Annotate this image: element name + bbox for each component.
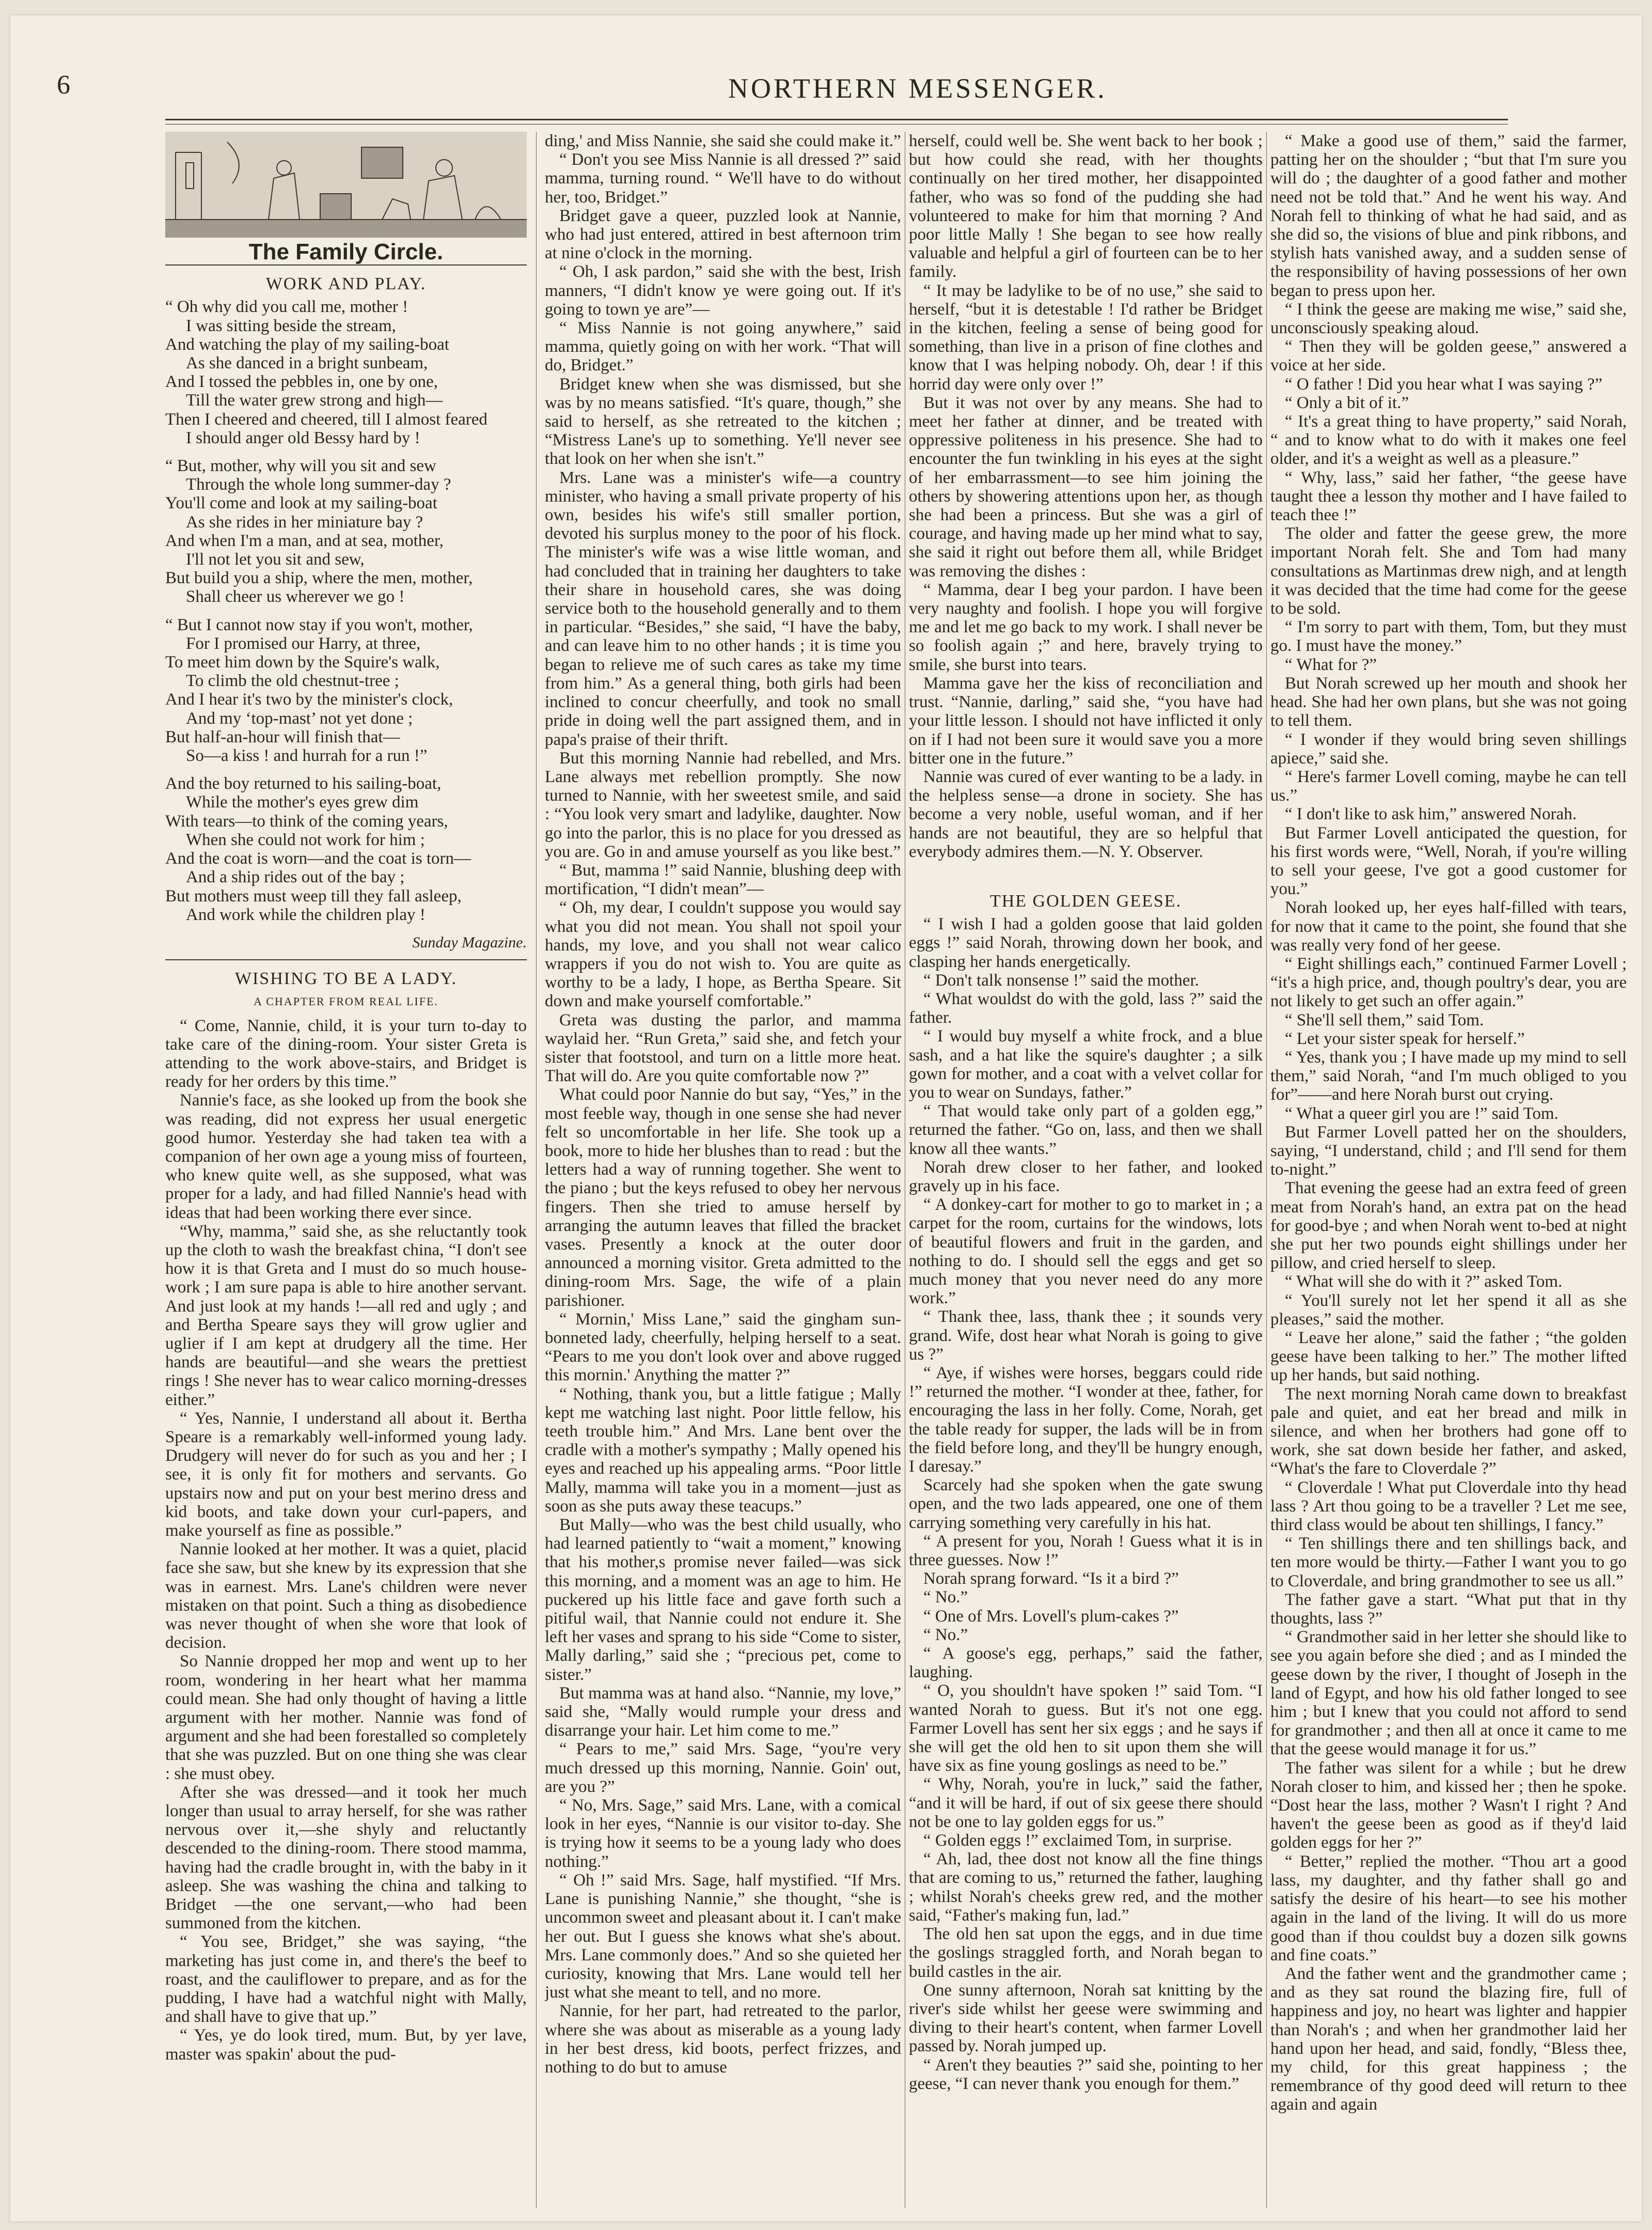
column-divider — [1266, 132, 1267, 2208]
paragraph: “ Eight shillings each,” continued Farmer Lovell ; “it's a high price, and, though poultry's dear, you are not likely to get such an offer again.” — [1270, 954, 1627, 1011]
section-rule — [165, 959, 527, 960]
paragraph: “ One of Mrs. Lovell's plum-cakes ?” — [923, 1607, 1179, 1626]
paragraph: “ Yes, thank you ; I have made up my mind to sell them,” said Norah, “and I'm much obliged to you for”——and here Norah burst out crying. — [1270, 1048, 1627, 1104]
paragraph: “ Leave her alone,” said the father ; “the golden geese have been talking to her.” The mother lifted up her hands, but said nothing. — [1270, 1329, 1627, 1385]
poem-line: To climb the old chestnut-tree ; — [186, 672, 399, 691]
paragraph: But it was not over by any means. She had to meet her father at dinner, and be treated with oppressive politeness in his presence. She had to encounter the fun twinkling in his eyes at the sight of her embarrassment—to see him joining the others by showering attentions upon her, as though she had been a princess. But she was a girl of courage, and having made up her mind what to say, she said it right out before them all, while Bridget was removing the dishes : — [909, 393, 1263, 581]
paragraph: ding,' and Miss Nannie, she said she could make it.” — [545, 132, 901, 150]
paragraph: “ Miss Nannie is not going anywhere,” said mamma, quietly going on with her work. “That will do, Bridget.” — [545, 319, 901, 375]
paragraph: “ But, mamma !” said Nannie, blushing deep with mortification, “I didn't mean”— — [545, 861, 901, 899]
poem-line: And watching the play of my sailing-boat — [165, 335, 449, 354]
paragraph: “ That would take only part of a golden egg,” returned the father. “Go on, lass, and then we shall know all thee wants.” — [909, 1102, 1263, 1158]
paragraph: And the father went and the grandmother came ; and as they sat round the blazing fire, full of happiness and joy, no heart was lighter and happier than Norah's ; and when her grandmother laid her hand upon her head, and said, fondly, “Bless thee, my child, for this great happiness ; the remembrance of thy good deed will return to thee again and again — [1270, 1964, 1627, 2114]
paragraph: Nannie was cured of ever wanting to be a lady. in the helpless sense—a drone in society. She has become a very noble, useful woman, and if her hands are not beautiful, they are so helpful that everybody admires them.—N. Y. Observer. — [909, 767, 1263, 861]
family-circle-title: The Family Circle. — [248, 239, 444, 264]
paragraph: “ Yes, Nannie, I understand all about it. Bertha Speare is a remarkably well-informed young lady. Drudgery will never do for such as you and her ; I see, it is only fit for mothers and servants. Go upstairs now and put on your best merino dress and kid boots, and take down your curl-papers, and make yourself as fine as possible.” — [165, 1409, 527, 1540]
story-subtitle: A CHAPTER FROM REAL LIFE. — [254, 995, 438, 1008]
paragraph: “ I don't like to ask him,” answered Norah. — [1285, 805, 1577, 824]
paragraph: “ Cloverdale ! What put Cloverdale into thy head lass ? Art thou going to be a traveller ? Let me see, third class would be about ten shillings, I fancy.” — [1270, 1478, 1627, 1535]
paragraph: “ A donkey-cart for mother to go to market in ; a carpet for the room, curtains for the windows, lots of beautiful flowers and fruit in the garden, and nothing to do. I should sell the eggs and get so much money that you never need do any more work.” — [909, 1195, 1263, 1308]
paragraph: “ Ah, lad, thee dost not know all the fine things that are coming to us,” returned the father, laughing ; whilst Norah's cheeks grew red, and the mother said, “Father's making fun, lad.” — [909, 1850, 1263, 1925]
paragraph: Greta was dusting the parlor, and mamma waylaid her. “Run Greta,” said she, and fetch your sister that footstool, and turn on a little more heat. That will do. Are you quite comfortable now ?” — [545, 1010, 901, 1086]
paragraph: But Farmer Lovell patted her on the shoulders, saying, “I understand, child ; and I'll send for them to-night.” — [1270, 1122, 1627, 1179]
paragraph: “ A present for you, Norah ! Guess what it is in three guesses. Now !” — [909, 1532, 1263, 1570]
poem-line: As she rides in her miniature bay ? — [186, 512, 423, 532]
section-rule — [165, 264, 527, 266]
poem-line: And work while the children play ! — [186, 905, 426, 924]
family-circle-engraving — [165, 132, 527, 238]
poem-line: Then I cheered and cheered, till I almost feared — [165, 410, 487, 429]
paragraph: “ Grandmother said in her letter she should like to see you again before she died ; and as I minded the geese down by the river, I thought of Joseph in the land of Egypt, and how his old father longed to see him ; but I knew that you could not afford to send for grandmother ; and then all at once it came to me that the geese would manage it for us.” — [1270, 1628, 1627, 1759]
poem-line: I'll not let you sit and sew, — [186, 550, 365, 569]
paragraph: “ Oh, I ask pardon,” said she with the best, Irish manners, “I didn't know ye were going out. If it's going to town ye are”— — [545, 262, 901, 319]
paragraph: “ Let your sister speak for herself.” — [1285, 1029, 1525, 1048]
paragraph: “ You'll surely not let her spend it all as she pleases,” said the mother. — [1270, 1291, 1627, 1329]
poem-line: While the mother's eyes grew dim — [186, 793, 419, 812]
paragraph: Nannie's face, as she looked up from the book she was reading, did not express her usual energetic good humor. Yesterday she had taken tea with a companion of her own age a young miss of fourteen, who knew quite well, as she supposed, what was proper for a lady, and had filled Nannie's head with ideas that had been working there ever since. — [165, 1091, 527, 1222]
masthead: NORTHERN MESSENGER. — [728, 73, 1107, 104]
column-2 — [545, 132, 901, 2208]
poem-line: “ But I cannot now stay if you won't, mother, — [165, 615, 473, 634]
poem-line: “ Oh why did you call me, mother ! — [165, 298, 408, 317]
paragraph: So Nannie dropped her mop and went up to her room, wondering in her heart what her mamma could mean. She had only thought of having a little argument with her mother. Nannie was fond of argument and she had been forestalled so completely that she was puzzled. But on one thing she was clear : she must obey. — [165, 1652, 527, 1783]
paragraph: “ Why, lass,” said her father, “the geese have taught thee a lesson thy mother and I have failed to teach thee !” — [1270, 468, 1627, 525]
paragraph: Bridget knew when she was dismissed, but she was by no means satisfied. “It's quare, though,” she said to herself, as she retreated to the kitchen ; “Mistress Lane's up to something. Ye'll never see that look on her when she isn't.” — [545, 375, 901, 469]
paragraph: “ It may be ladylike to be of no use,” she said to herself, “but it is detestable ! I'd rather be Bridget in the kitchen, feeling a sense of being good for something, than live in a prison of fine clothes and know that I was helping nobody. Oh, dear ! if this horrid day were only over !” — [909, 281, 1263, 394]
poem-line: You'll come and look at my sailing-boat — [165, 494, 437, 513]
page-number: 6 — [57, 70, 70, 100]
paragraph: “ Here's farmer Lovell coming, maybe he can tell us.” — [1270, 767, 1627, 805]
poem-line: Through the whole long summer-day ? — [186, 475, 451, 494]
poem-line: So—a kiss ! and hurrah for a run !” — [186, 746, 428, 766]
paragraph: “ Then they will be golden geese,” answered a voice at her side. — [1270, 337, 1627, 375]
poem-line: I should anger old Bessy hard by ! — [186, 428, 420, 447]
poem-line: But half-an-hour will finish that— — [165, 727, 400, 746]
poem-line: To meet him down by the Squire's walk, — [165, 653, 440, 672]
paragraph: The older and fatter the geese grew, the more important Norah felt. She and Tom had many consultations as Martinmas drew nigh, and at length it was decided that the time had come for the geese to be sold. — [1270, 524, 1627, 618]
poem-stanza — [165, 616, 527, 766]
paragraph: “ Nothing, thank you, but a little fatigue ; Mally kept me watching last night. Poor little fellow, his teeth trouble him.” And Mrs. Lane bent over the cradle with a mother's sympathy ; Mally opened his eyes and reached up his appealing arms. “Poor little Mally, mamma will take you in a moment—just as soon as she puts away these teacups.” — [545, 1384, 901, 1516]
paragraph: Nannie looked at her mother. It was a quiet, placid face she saw, but she knew by its expression that she was in earnest. Mrs. Lane's children were never mistaken on that point. Such a thing as disobedience was never thought of when she wore that look of decision. — [165, 1540, 527, 1652]
paragraph: “ You see, Bridget,” she was saying, “the marketing has just come in, and there's the beef to roast, and the cauliflower to prepare, and as for the pudding, I have had a watchful night with Mally, and shall have to give that up.” — [165, 1932, 527, 2026]
poem-title: WORK AND PLAY. — [265, 274, 427, 294]
paragraph: One sunny afternoon, Norah sat knitting by the river's side whilst her geese were swimming and diving to their heart's content, when farmer Lovell passed by. Norah jumped up. — [909, 1981, 1263, 2056]
paragraph: The father was silent for a while ; but he drew Norah closer to him, and kissed her ; then he spoke. “Dost hear the lass, mother ? Wasn't I right ? And haven't the geese been as good as if they'd laid golden eggs for her ?” — [1270, 1758, 1627, 1852]
paragraph: “ I think the geese are making me wise,” said she, unconsciously speaking aloud. — [1270, 300, 1627, 338]
paragraph: “ I'm sorry to part with them, Tom, but they must go. I must have the money.” — [1270, 618, 1627, 656]
paragraph: That evening the geese had an extra feed of green meat from Norah's hand, an extra pat on the head for good-bye ; and when Norah went to-bed at night she put her two pounds eight shillings under her pillow, and cried herself to sleep. — [1270, 1179, 1627, 1273]
poem-line: I was sitting beside the stream, — [186, 316, 396, 335]
paragraph: “ Oh !” said Mrs. Sage, half mystified. “If Mrs. Lane is punishing Nannie,” she thought, “she is uncommon sweet and pleasant about it. I can't make her out. But I guess she knows what she's about. Mrs. Lane commonly does.” And so she quieted her curiosity, knowing that Mrs. Lane would tell her just what she meant to tell, and no more. — [545, 1870, 901, 2002]
paragraph: “ Oh, my dear, I couldn't suppose you would say what you did not mean. You shall not spoil your hands, my love, and you shall not wear calico wrappers if you do not wish to. You are quite as worthy to be a lady, I hope, as Bertha Speare. Sit down and make yourself comfortable.” — [545, 898, 901, 1011]
paragraph: “ Come, Nannie, child, it is your turn to-day to take care of the dining-room. Your sister Greta is attending to the work above-stairs, and Bridget is ready for her orders by this time.” — [165, 1016, 527, 1091]
paragraph: What could poor Nannie do but say, “Yes,” in the most feeble way, though in one sense she had never felt so uncomfortable in her life. She took up a book, more to hide her blushes than to read : but the letters had a way of running together. She went to the piano ; but the keys refused to obey her nervous fingers. Then she tried to amuse herself by arranging the autumn leaves that filled the bracket vases. Presently a knock at the outer door announced a morning visitor. Greta admitted to the dining-room Mrs. Sage, the wife of a plain parishioner. — [545, 1085, 901, 1310]
paragraph: Bridget gave a queer, puzzled look at Nannie, who had just entered, attired in best afternoon trim at nine o'clock in the morning. — [545, 206, 901, 263]
paragraph: “ No, Mrs. Sage,” said Mrs. Lane, with a comical look in her eyes, “Nannie is our visitor to-day. She is trying how it seems to be a young lady who does nothing.” — [545, 1796, 901, 1871]
poem-line: As she danced in a bright sunbeam, — [186, 354, 428, 373]
paragraph: “ What a queer girl you are !” said Tom. — [1285, 1104, 1559, 1123]
paragraph: “ Yes, ye do look tired, mum. But, by yer lave, master was spakin' about the pud- — [165, 2026, 527, 2064]
paragraph: “ Aren't they beauties ?” said she, pointing to her geese, “I can never thank you enough for them.” — [909, 2055, 1263, 2093]
paragraph: “ Mornin,' Miss Lane,” said the gingham sun-bonneted lady, cheerfully, helping herself to a seat. “Pears to me you don't look over and above rugged this mornin.' Anything the matter ?” — [545, 1309, 901, 1385]
poem-line: And a ship rides out of the bay ; — [186, 868, 405, 887]
paragraph: “ Aye, if wishes were horses, beggars could ride !” returned the mother. “I wonder at thee, father, for encouraging the lass in her folly. Come, Norah, get the table ready for supper, the lads will be in from the field before long, and they'll be hungry enough, I daresay.” — [909, 1364, 1263, 1476]
paragraph: “ No.” — [923, 1588, 968, 1607]
paragraph: “ She'll sell them,” said Tom. — [1285, 1010, 1484, 1030]
paragraph: But mamma was at hand also. “Nannie, my love,” said she, “Mally would rumple your dress and disarrange your hair. Let him come to me.” — [545, 1683, 901, 1740]
column-3 — [909, 132, 1263, 2208]
paragraph: “ Mamma, dear I beg your pardon. I have been very naughty and foolish. I hope you will forgive me and let me go back to my work. I shall never be so foolish again ;” and here, bravely trying to smile, she burst into tears. — [909, 580, 1263, 674]
paragraph: “ Why, Norah, you're in luck,” said the father, “and it will be hard, if out of six geese there should not be one to lay golden eggs for us.” — [909, 1775, 1263, 1831]
paragraph: But Farmer Lovell anticipated the question, for his first words were, “Well, Norah, if you're willing to sell your geese, I've got a good customer for you.” — [1270, 823, 1627, 899]
poem-line: With tears—to think of the coming years, — [165, 812, 448, 831]
story-title: THE GOLDEN GEESE. — [989, 891, 1182, 911]
paragraph: “ Don't you see Miss Nannie is all dressed ?” said mamma, turning round. “ We'll have to do without her, too, Bridget.” — [545, 150, 901, 207]
poem-stanza — [165, 457, 527, 606]
paragraph: “ Golden eggs !” exclaimed Tom, in surprise. — [923, 1831, 1232, 1850]
paragraph: But Mally—who was the best child usually, who had learned patiently to “wait a moment,” knowing that his mother,s promise never failed—was sick this morning, and a moment was an age to him. He puckered up his little face and gave forth such a pitiful wail, that Nannie could not endure it. She left her vases and sprang to his side “Come to sister, Mally darling,” said she ; “precious pet, come to sister.” — [545, 1516, 901, 1684]
poem-line: But build you a ship, where the men, mother, — [165, 569, 473, 588]
paragraph: “ A goose's egg, perhaps,” said the father, laughing. — [909, 1644, 1263, 1682]
paragraph: “ What wouldst do with the gold, lass ?” said the father. — [909, 989, 1263, 1027]
paragraph: “ Pears to me,” said Mrs. Sage, “you're very much dressed up this morning, Nannie. Goin' out, are you ?” — [545, 1740, 901, 1796]
poem-line: And I tossed the pebbles in, one by one, — [165, 372, 438, 392]
paragraph: Mrs. Lane was a minister's wife—a country minister, who having a small private property of his own, besides his wife's still smaller portion, devoted his surplus money to the poor of his flock. The minister's wife was a wise little woman, and had concluded that in training her daughters to take their share in household cares, she was doing service both to the household generally and to them in particular. “Besides,” she said, “I have the baby, and can leave him to no other hands ; it is time you began to relieve me of such cares as take my time from him.” As a general thing, both girls had been inclined to concur cheerfully, and took no small pride in doing well the part assigned them, and in papa's praise of their thrift. — [545, 468, 901, 749]
paragraph: “ What will she do with it ?” asked Tom. — [1285, 1272, 1563, 1291]
column-divider — [536, 132, 537, 2208]
poem-line: And my ‘top-mast’ not yet done ; — [186, 709, 413, 728]
poem-stanza — [165, 298, 527, 447]
paragraph: “ What for ?” — [1285, 655, 1377, 674]
paragraph: Norah sprang forward. “Is it a bird ?” — [923, 1569, 1179, 1588]
poem-line: “ But, mother, why will you sit and sew — [165, 457, 436, 476]
poem-line: For I promised our Harry, at three, — [186, 634, 421, 653]
paragraph: “ I wonder if they would bring seven shillings apiece,” said she. — [1270, 730, 1627, 768]
paragraph: Norah drew closer to her father, and looked gravely up in his face. — [909, 1158, 1263, 1195]
paragraph: Scarcely had she spoken when the gate swung open, and the two lads appeared, one one of them carrying something very carefully in his hat. — [909, 1476, 1263, 1532]
paragraph: “ No.” — [923, 1625, 968, 1644]
paragraph: After she was dressed—and it took her much longer than usual to array herself, for she was rather nervous over it,—she shyly and reluctantly descended to the dining-room. There stood mamma, having had the cradle brought in, with the baby in it asleep. She was washing the china and talking to Bridget —the one servant,—who had been summoned from the kitchen. — [165, 1783, 527, 1933]
paragraph: Mamma gave her the kiss of reconciliation and trust. “Nannie, darling,” said she, “you have had your little lesson. I should not have inflicted it only on if I had not been sure it would save you a more bitter one in the future.” — [909, 674, 1263, 768]
poem-line: But mothers must weep till they fall asleep, — [165, 886, 462, 906]
story-title: WISHING TO BE A LADY. — [234, 969, 458, 989]
paragraph: “ Ten shillings there and ten shillings back, and ten more would be thirty.—Father I want you to go to Cloverdale, and bring grandmother to see us all.” — [1270, 1534, 1627, 1590]
column-1 — [165, 132, 527, 2208]
paragraph: “ Only a bit of it.” — [1285, 393, 1409, 412]
paragraph: But Norah screwed up her mouth and shook her head. She had her own plans, but she was not going to tell them. — [1270, 674, 1627, 730]
paragraph: Norah looked up, her eyes half-filled with tears, for now that it came to the point, she found that she was really very fond of her geese. — [1270, 898, 1627, 955]
paragraph: “ Don't talk nonsense !” said the mother. — [923, 971, 1199, 990]
paragraph: The old hen sat upon the eggs, and in due time the goslings straggled forth, and Norah began to build castles in the air. — [909, 1925, 1263, 1981]
poem-stanza — [165, 774, 527, 924]
column-4 — [1270, 132, 1627, 2208]
poem-line: Till the water grew strong and high— — [186, 391, 443, 410]
paragraph: “ Make a good use of them,” said the farmer, patting her on the shoulder ; “but that I'm sure you will do ; the daughter of a good father and mother need not be told that.” And he went his way. And Norah fell to thinking of what he had said, and as she did so, the visions of blue and pink ribbons, and stylish hats vanished away, and a sudden sense of the responsibility of having possessions of her own began to press upon her. — [1270, 132, 1627, 300]
poem-credit: Sunday Magazine. — [412, 933, 527, 951]
poem-line: Shall cheer us wherever we go ! — [186, 587, 405, 606]
poem-line: And the boy returned to his sailing-boat, — [165, 774, 442, 793]
paragraph: “Why, mamma,” said she, as she reluctantly took up the cloth to wash the breakfast china, “I don't see how it is that Greta and I must do so much house-work ; I am sure papa is able to hire another servant. And just look at my hands !—all red and ugly ; and and Bertha Speare says they will grow uglier and uglier if I am kept at drudgery all the time. Her hands are beautiful—and she wears the prettiest rings ! She never has to wear calico morning-dresses either.” — [165, 1222, 527, 1409]
poem-line: And the coat is worn—and the coat is torn— — [165, 849, 471, 868]
paragraph: “ O father ! Did you hear what I was saying ?” — [1285, 375, 1602, 394]
paragraph: herself, could well be. She went back to her book ; but how could she read, with her thoughts continually on her tired mother, her disappointed father, who was so fond of the pudding she had volunteered to make for him that morning ? And poor little Mally ! She began to see how really valuable and helpful a girl of fourteen can be to her family. — [909, 132, 1263, 282]
paragraph: “ Thank thee, lass, thank thee ; it sounds very grand. Wife, dost hear what Norah is going to give us ?” — [909, 1307, 1263, 1364]
paragraph: “ I wish I had a golden goose that laid golden eggs !” said Norah, throwing down her book, and clasping her hands energetically. — [909, 915, 1263, 971]
paragraph: But this morning Nannie had rebelled, and Mrs. Lane always met rebellion promptly. She now turned to Nannie, with her sweetest smile, and said : “You look very smart and ladylike, daughter. Now go into the parlor, this is no place for you dressed as you are. Go in and amuse yourself as you like best.” — [545, 748, 901, 861]
paragraph: “ O, you shouldn't have spoken !” said Tom. “I wanted Norah to guess. But it's not one egg. Farmer Lovell has sent her six eggs ; and he says if she will get the old hen to sit upon them she will have six as fine young goslings as need to be.” — [909, 1681, 1263, 1775]
paragraph: “ It's a great thing to have property,” said Norah, “ and to know what to do with it makes one feel older, and it's a weight as well as a pleasure.” — [1270, 412, 1627, 469]
paragraph: The father gave a start. “What put that in thy thoughts, lass ?” — [1270, 1590, 1627, 1628]
poem-line: And I hear it's two by the minister's clock, — [165, 690, 453, 709]
header-rule — [165, 119, 1508, 120]
poem-line: And when I'm a man, and at sea, mother, — [165, 531, 444, 550]
poem-line: When she could not work for him ; — [186, 830, 425, 849]
paragraph: “ Better,” replied the mother. “Thou art a good lass, my daughter, and thy father shall go and satisfy the desire of his heart—to see his mother again in the land of the living. It will do us more good than if thou couldst buy a dozen silk gowns and fine coats.” — [1270, 1852, 1627, 1964]
paragraph: The next morning Norah came down to breakfast pale and quiet, and eat her bread and milk in silence, and when her brothers had gone off to work, she sat down beside her father, and asked, “What's the fare to Cloverdale ?” — [1270, 1384, 1627, 1478]
paragraph: “ I would buy myself a white frock, and a blue sash, and a hat like the squire's daughter ; a silk gown for mother, and a coat with a velvet collar for you to wear on Sundays, father.” — [909, 1027, 1263, 1102]
newspaper-page — [10, 15, 1642, 2221]
work-and-play-poem — [165, 298, 527, 952]
paragraph: Nannie, for her part, had retreated to the parlor, where she was about as miserable as a young lady in her best dress, kid boots, perfect frizzes, and nothing to do but to amuse — [545, 2002, 901, 2077]
